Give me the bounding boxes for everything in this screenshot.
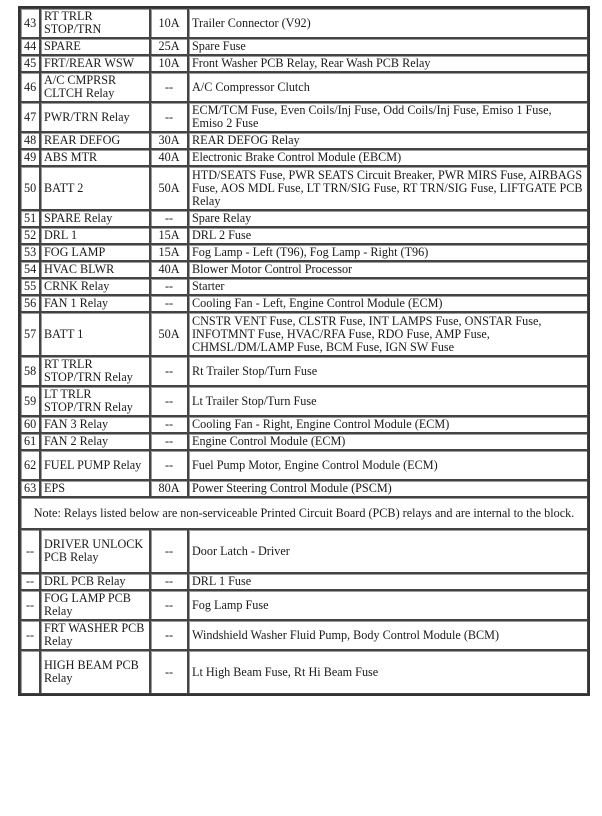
table-row [20, 278, 588, 295]
note-row [20, 497, 588, 529]
fuse-name-cell: SPARE Relay [40, 210, 150, 227]
table-row [20, 312, 588, 356]
fuse-usage-cell: ECM/TCM Fuse, Even Coils/Inj Fuse, Odd Coils/Inj Fuse, Emiso 1 Fuse, Emiso 2 Fuse [188, 102, 588, 132]
fuse-usage-cell: Starter [188, 278, 588, 295]
fuse-usage-cell: A/C Compressor Clutch [188, 72, 588, 102]
fuse-number-cell: -- [20, 590, 40, 620]
fuse-usage-cell: Lt Trailer Stop/Turn Fuse [188, 386, 588, 416]
fuse-usage-cell: Cooling Fan - Right, Engine Control Module (ECM) [188, 416, 588, 433]
fuse-number-cell: 53 [20, 244, 40, 261]
fuse-table [18, 6, 590, 696]
table-row [20, 227, 588, 244]
fuse-name-cell: SPARE [40, 38, 150, 55]
fuse-usage-cell: Rt Trailer Stop/Turn Fuse [188, 356, 588, 386]
fuse-number-cell: 46 [20, 72, 40, 102]
fuse-usage-cell: Fog Lamp - Left (T96), Fog Lamp - Right (T96) [188, 244, 588, 261]
fuse-amperage-cell: -- [150, 278, 188, 295]
fuse-amperage-cell: -- [150, 356, 188, 386]
fuse-name-cell: DRL PCB Relay [40, 573, 150, 590]
table-row [20, 210, 588, 227]
fuse-usage-cell: Cooling Fan - Left, Engine Control Module (ECM) [188, 295, 588, 312]
table-row [20, 450, 588, 480]
fuse-name-cell: FRT/REAR WSW [40, 55, 150, 72]
fuse-usage-cell: DRL 1 Fuse [188, 573, 588, 590]
fuse-usage-cell: CNSTR VENT Fuse, CLSTR Fuse, INT LAMPS Fuse, ONSTAR Fuse, INFOTMNT Fuse, HVAC/RFA Fuse, RDO Fuse, AMP Fuse, CHMSL/DM/LAMP Fuse, BCM Fuse, IGN SW Fuse [188, 312, 588, 356]
table-row [20, 8, 588, 38]
fuse-number-cell: 59 [20, 386, 40, 416]
fuse-amperage-cell: 40A [150, 261, 188, 278]
table-row [20, 433, 588, 450]
table-row [20, 590, 588, 620]
fuse-name-cell: BATT 2 [40, 166, 150, 210]
table-row [20, 261, 588, 278]
fuse-amperage-cell: -- [150, 620, 188, 650]
fuse-number-cell: -- [20, 620, 40, 650]
fuse-amperage-cell: -- [150, 650, 188, 694]
fuse-number-cell: 44 [20, 38, 40, 55]
fuse-usage-cell: HTD/SEATS Fuse, PWR SEATS Circuit Breaker, PWR MIRS Fuse, AIRBAGS Fuse, AOS MDL Fuse, LT TRN/SIG Fuse, RT TRN/SIG Fuse, LIFTGATE PCB Relay [188, 166, 588, 210]
fuse-name-cell: EPS [40, 480, 150, 497]
fuse-amperage-cell: 30A [150, 132, 188, 149]
fuse-name-cell: RT TRLR STOP/TRN [40, 8, 150, 38]
fuse-amperage-cell: 15A [150, 244, 188, 261]
fuse-number-cell: -- [20, 529, 40, 573]
fuse-number-cell [20, 650, 40, 694]
fuse-name-cell: HIGH BEAM PCB Relay [40, 650, 150, 694]
fuse-name-cell: FOG LAMP PCB Relay [40, 590, 150, 620]
fuse-amperage-cell: 40A [150, 149, 188, 166]
table-row [20, 132, 588, 149]
fuse-amperage-cell: 10A [150, 8, 188, 38]
fuse-name-cell: FUEL PUMP Relay [40, 450, 150, 480]
fuse-number-cell: 45 [20, 55, 40, 72]
fuse-number-cell: 60 [20, 416, 40, 433]
fuse-table-body [20, 8, 588, 694]
fuse-amperage-cell: -- [150, 210, 188, 227]
fuse-name-cell: FAN 1 Relay [40, 295, 150, 312]
fuse-number-cell: 61 [20, 433, 40, 450]
table-row [20, 480, 588, 497]
table-row [20, 356, 588, 386]
fuse-usage-cell: Spare Relay [188, 210, 588, 227]
fuse-amperage-cell: 10A [150, 55, 188, 72]
table-row [20, 38, 588, 55]
fuse-amperage-cell: 80A [150, 480, 188, 497]
fuse-name-cell: PWR/TRN Relay [40, 102, 150, 132]
fuse-usage-cell: REAR DEFOG Relay [188, 132, 588, 149]
fuse-amperage-cell: 15A [150, 227, 188, 244]
fuse-number-cell: -- [20, 573, 40, 590]
fuse-amperage-cell: 50A [150, 312, 188, 356]
fuse-amperage-cell: -- [150, 450, 188, 480]
fuse-number-cell: 58 [20, 356, 40, 386]
fuse-usage-cell: Power Steering Control Module (PSCM) [188, 480, 588, 497]
fuse-number-cell: 49 [20, 149, 40, 166]
table-row [20, 102, 588, 132]
table-row [20, 166, 588, 210]
fuse-name-cell: FAN 3 Relay [40, 416, 150, 433]
fuse-name-cell: CRNK Relay [40, 278, 150, 295]
fuse-amperage-cell: -- [150, 590, 188, 620]
fuse-name-cell: A/C CMPRSR CLTCH Relay [40, 72, 150, 102]
table-row [20, 149, 588, 166]
fuse-number-cell: 63 [20, 480, 40, 497]
fuse-amperage-cell: -- [150, 295, 188, 312]
fuse-usage-cell: Electronic Brake Control Module (EBCM) [188, 149, 588, 166]
table-row [20, 295, 588, 312]
fuse-usage-cell: Lt High Beam Fuse, Rt Hi Beam Fuse [188, 650, 588, 694]
fuse-usage-cell: Fuel Pump Motor, Engine Control Module (ECM) [188, 450, 588, 480]
fuse-usage-cell: Spare Fuse [188, 38, 588, 55]
fuse-amperage-cell: 50A [150, 166, 188, 210]
fuse-amperage-cell: -- [150, 433, 188, 450]
fuse-name-cell: HVAC BLWR [40, 261, 150, 278]
fuse-number-cell: 52 [20, 227, 40, 244]
table-row [20, 386, 588, 416]
fuse-name-cell: DRIVER UNLOCK PCB Relay [40, 529, 150, 573]
fuse-number-cell: 57 [20, 312, 40, 356]
fuse-name-cell: ABS MTR [40, 149, 150, 166]
fuse-usage-cell: Door Latch - Driver [188, 529, 588, 573]
fuse-number-cell: 47 [20, 102, 40, 132]
fuse-usage-cell: Blower Motor Control Processor [188, 261, 588, 278]
fuse-number-cell: 54 [20, 261, 40, 278]
fuse-amperage-cell: -- [150, 72, 188, 102]
table-row [20, 529, 588, 573]
table-row [20, 650, 588, 694]
fuse-usage-cell: Engine Control Module (ECM) [188, 433, 588, 450]
fuse-number-cell: 51 [20, 210, 40, 227]
fuse-number-cell: 62 [20, 450, 40, 480]
table-row [20, 244, 588, 261]
fuse-name-cell: REAR DEFOG [40, 132, 150, 149]
fuse-name-cell: FOG LAMP [40, 244, 150, 261]
fuse-usage-cell: Trailer Connector (V92) [188, 8, 588, 38]
fuse-amperage-cell: 25A [150, 38, 188, 55]
fuse-name-cell: FRT WASHER PCB Relay [40, 620, 150, 650]
table-row [20, 416, 588, 433]
fuse-amperage-cell: -- [150, 573, 188, 590]
fuse-usage-cell: Fog Lamp Fuse [188, 590, 588, 620]
fuse-usage-cell: Windshield Washer Fluid Pump, Body Control Module (BCM) [188, 620, 588, 650]
fuse-number-cell: 50 [20, 166, 40, 210]
pcb-relay-note: Note: Relays listed below are non-serviceable Printed Circuit Board (PCB) relays and are internal to the block. [20, 497, 588, 529]
table-row [20, 72, 588, 102]
fuse-amperage-cell: -- [150, 102, 188, 132]
table-row [20, 620, 588, 650]
fuse-table-page [18, 6, 590, 696]
fuse-name-cell: LT TRLR STOP/TRN Relay [40, 386, 150, 416]
table-row [20, 573, 588, 590]
fuse-amperage-cell: -- [150, 386, 188, 416]
fuse-amperage-cell: -- [150, 529, 188, 573]
fuse-name-cell: FAN 2 Relay [40, 433, 150, 450]
fuse-name-cell: RT TRLR STOP/TRN Relay [40, 356, 150, 386]
fuse-usage-cell: Front Washer PCB Relay, Rear Wash PCB Relay [188, 55, 588, 72]
fuse-number-cell: 48 [20, 132, 40, 149]
fuse-amperage-cell: -- [150, 416, 188, 433]
fuse-name-cell: DRL 1 [40, 227, 150, 244]
fuse-name-cell: BATT 1 [40, 312, 150, 356]
fuse-usage-cell: DRL 2 Fuse [188, 227, 588, 244]
fuse-number-cell: 55 [20, 278, 40, 295]
fuse-number-cell: 56 [20, 295, 40, 312]
fuse-number-cell: 43 [20, 8, 40, 38]
table-row [20, 55, 588, 72]
